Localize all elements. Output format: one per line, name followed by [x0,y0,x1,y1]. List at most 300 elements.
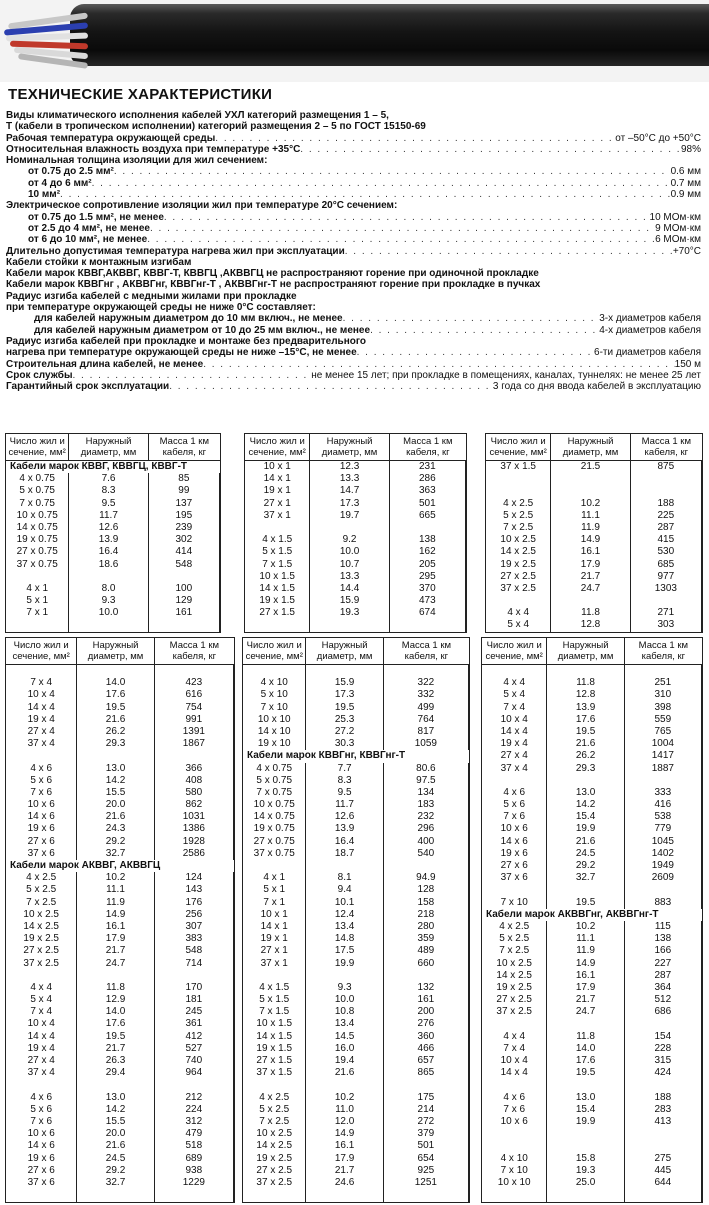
diameter-cell: 11.7 [99,509,118,521]
cores-cell: 14 x 10 [257,725,291,737]
cores-cell: 7 x 6 [503,1103,526,1115]
diameter-cell: 19.5 [105,701,126,713]
diameter-cell: 13.0 [105,762,126,774]
diameter-cell: 19.5 [575,1067,596,1079]
cores-cell: 7 x 10 [500,896,528,908]
diameter-cell: 24.5 [105,1152,126,1164]
header-col1: Число жил и сечение, мм² [486,434,551,460]
diameter-cell: 8.3 [337,774,352,786]
spec-line [6,178,701,189]
mass-cell [625,665,701,677]
mass-cell: 644 [654,1176,672,1188]
mass-cell [631,473,701,485]
cores-cell: 37 x 1.5 [500,461,536,472]
diameter-cell: 8.3 [101,485,116,497]
table-column [6,665,77,1202]
mass-cell: 183 [417,799,435,811]
mass-cell: 1867 [182,738,205,750]
cores-cell: 4 x 1 [263,872,286,884]
cores-cell: 27 x 2.5 [256,1164,293,1176]
spec-label: нагрева при температуре окружающей среды не ниже –15°С, не менее [6,347,357,359]
mass-cell: 332 [417,689,435,701]
cores-cell: 37 x 0.75 [16,558,58,570]
diameter-cell: 19.5 [575,725,596,737]
cores-cell: 27 x 1 [263,497,291,509]
cores-cell: 10 x 2.5 [500,534,536,546]
cores-cell: 4 x 6 [30,762,53,774]
cores-cell: 14 x 2.5 [500,546,536,558]
mass-cell: 1386 [182,823,205,835]
cores-cell: 27 x 1.5 [256,1055,293,1066]
mass-cell: 665 [419,509,436,521]
diameter-cell: 32.7 [575,872,596,884]
cores-cell [482,1079,546,1091]
cable-table-3 [485,433,703,633]
cores-cell [243,970,305,982]
diameter-cell: 26.2 [575,750,596,762]
mass-cell: 473 [419,595,436,607]
cores-cell: 7 x 4 [503,701,526,713]
spec-line [6,155,701,166]
mass-cell: 657 [417,1055,435,1066]
spec-label: Строительная длина кабелей, не менее [6,358,204,370]
cores-cell: 7 x 0.75 [256,786,293,798]
mass-cell: 764 [417,713,435,725]
cores-cell: 7 x 10 [260,701,288,713]
diameter-cell: 12.4 [334,908,355,920]
mass-cell: 501 [419,497,436,509]
spec-value: 10 МОм·км [649,211,701,223]
cores-cell: 4 x 10 [500,1152,528,1164]
header-col3: Масса 1 км кабеля, кг [638,640,689,662]
cores-cell: 7 x 1 [263,896,286,908]
spec-label: Номинальная толщина изоляции для жил сечением: [6,155,268,167]
table-column [625,665,702,1202]
diameter-cell: 9.5 [101,497,116,509]
diameter-cell: 10.8 [334,1006,355,1018]
spec-label: от 0.75 до 2.5 мм² [28,166,114,178]
diameter-cell: 11.8 [581,607,600,619]
diameter-cell [306,665,382,677]
mass-cell [149,571,219,583]
mass-cell: 280 [417,920,435,932]
header-col3: Масса 1 км кабеля, кг [159,436,209,458]
table-header [486,434,702,461]
spec-label: Т (кабели в тропическом исполнении) категорий размещения 2 – 5 по ГОСТ 15150-69 [6,121,426,133]
cores-cell: 7 x 2.5 [499,945,530,957]
mass-cell: 154 [654,1030,672,1042]
mass-cell: 883 [654,896,672,908]
diameter-cell: 11.9 [581,521,600,533]
diameter-cell: 21.7 [580,570,601,582]
mass-cell: 660 [417,957,435,969]
cores-cell: 7 x 1.5 [262,558,293,570]
header-col3: Масса 1 км кабеля, кг [401,640,452,662]
diameter-cell: 12.3 [339,461,360,472]
cores-cell: 27 x 6 [27,835,55,847]
cores-cell: 37 x 4 [27,1067,55,1079]
cores-cell: 27 x 0.75 [16,546,58,558]
mass-cell: 779 [654,823,672,835]
diameter-cell: 21.7 [105,1042,126,1054]
spec-value: 0.9 мм [670,189,701,201]
diameter-cell: 14.7 [339,485,360,497]
diameter-cell: 13.4 [334,920,355,932]
cores-cell: 5 x 1.5 [262,546,293,558]
cores-cell: 10 x 1.5 [256,1018,293,1030]
mass-cell: 360 [417,1030,435,1042]
cores-cell: 4 x 1.5 [262,534,293,546]
spec-value: 0.7 мм [670,177,701,189]
section-heading: Кабели марок КВВГнг, КВВГнг-Т [243,750,469,762]
table-column [77,665,154,1202]
diameter-cell: 14.2 [575,799,596,811]
cores-cell: 4 x 2.5 [26,872,57,884]
diameter-cell [547,884,623,896]
cores-cell: 14 x 2.5 [496,969,532,981]
diameter-cell: 16.0 [334,1042,355,1054]
diameter-cell: 11.1 [576,933,595,945]
cores-cell: 14 x 2.5 [256,1140,293,1152]
cores-cell: 19 x 2.5 [496,981,532,993]
leader-dots [343,313,600,324]
cores-cell: 10 x 2.5 [496,957,532,969]
spec-line [6,291,701,302]
diameter-cell: 11.8 [106,981,125,993]
spec-line [6,234,701,245]
spec-value: 3 года со дня ввода кабелей в эксплуатацию [492,381,701,393]
spec-line [6,370,701,381]
mass-cell: 938 [185,1164,203,1176]
diameter-cell: 15.5 [105,1115,126,1127]
cores-cell: 37 x 2.5 [496,1006,532,1018]
diameter-cell: 14.0 [105,1006,126,1018]
spec-label: Кабели марок КВВГ,АКВВГ, КВВГ-Т, КВВГЦ ,АКВВГЦ не распространяют горение при одиночной прокладке [6,268,539,280]
cores-cell: 14 x 1.5 [256,1030,293,1042]
diameter-cell: 11.8 [576,1030,595,1042]
cores-cell: 19 x 6 [500,847,528,859]
mass-cell: 225 [657,509,675,521]
mass-cell: 654 [417,1152,435,1164]
cores-cell: 27 x 0.75 [253,835,295,847]
table-column [149,461,220,632]
cores-cell: 14 x 0.75 [253,811,295,823]
mass-cell: 423 [185,677,203,689]
cores-cell [243,665,305,677]
diameter-cell: 24.7 [105,957,126,969]
spec-label: 10 мм² [28,189,61,201]
mass-cell: 276 [417,1018,435,1030]
mass-cell [631,485,701,497]
diameter-cell: 9.3 [101,595,116,607]
diameter-cell: 24.6 [334,1176,355,1188]
cores-cell: 19 x 6 [27,1152,55,1164]
cable-table-1 [5,433,221,633]
cores-cell: 19 x 4 [27,1042,55,1054]
diameter-cell: 15.8 [575,1152,596,1164]
mass-cell: 1402 [651,847,674,859]
table-header [6,638,234,665]
diameter-cell: 14.0 [105,677,126,689]
cores-cell: 7 x 2.5 [503,521,534,533]
mass-cell: 143 [185,884,203,896]
diameter-cell: 11.0 [335,1103,354,1115]
mass-cell: 398 [654,701,672,713]
spec-label: Кабели марок КВВГнг , АКВВГнг, КВВГнг-Т , АКВВГнг-Т не распространяют горение при прокладке в пучках [6,279,541,291]
mass-cell: 424 [654,1067,672,1079]
diameter-cell [547,665,623,677]
mass-cell [625,1079,701,1091]
mass-cell [384,860,468,872]
cores-cell: 37 x 1.5 [256,1067,293,1079]
cores-cell: 7 x 4 [30,1006,53,1018]
diameter-cell [306,860,382,872]
diameter-cell: 25.3 [334,713,355,725]
diameter-cell: 14.4 [339,582,360,594]
cores-cell: 37 x 6 [500,872,528,884]
diameter-cell: 10.0 [334,994,355,1006]
cores-cell: 7 x 10 [500,1164,528,1176]
mass-cell: 129 [175,595,193,607]
cores-cell [6,1079,76,1091]
mass-cell: 1251 [414,1176,437,1188]
leader-dots [73,370,312,381]
cores-cell: 4 x 6 [503,786,526,798]
mass-cell: 166 [654,945,672,957]
spec-line [6,144,701,155]
mass-cell [625,884,701,896]
mass-cell: 85 [178,473,190,485]
diameter-cell: 32.7 [105,847,126,859]
table-header [482,638,702,665]
cores-cell: 5 x 4 [30,994,53,1006]
mass-cell: 232 [417,811,435,823]
cores-cell: 5 x 0.75 [19,485,55,497]
diameter-cell: 17.9 [105,933,126,945]
table-column [245,461,310,632]
diameter-cell: 21.6 [575,738,596,750]
diameter-cell [551,595,629,607]
mass-cell: 548 [175,558,193,570]
spec-line [6,268,701,279]
mass-cell: 765 [654,725,672,737]
diameter-cell [547,1128,623,1140]
diameter-cell: 7.6 [101,473,116,485]
mass-cell [384,665,468,677]
spec-line [6,110,701,121]
diameter-cell: 10.2 [105,872,126,884]
mass-cell: 224 [185,1103,203,1115]
mass-cell: 283 [654,1103,672,1115]
leader-dots [92,178,671,189]
mass-cell: 195 [175,509,193,521]
mass-cell: 227 [654,957,672,969]
mass-cell: 366 [185,762,203,774]
cores-cell: 14 x 4 [27,1030,55,1042]
mass-cell: 530 [657,546,675,558]
spec-label: для кабелей наружным диаметром до 10 мм включ., не менее [34,313,343,325]
mass-cell: 817 [417,725,435,737]
diameter-cell: 12.0 [334,1115,355,1127]
cores-cell: 4 x 6 [503,1091,526,1103]
mass-cell: 548 [185,945,203,957]
cores-cell: 27 x 4 [500,750,528,762]
diameter-cell: 21.6 [105,1140,126,1152]
diameter-cell: 8.0 [101,582,116,594]
mass-cell: 1004 [651,738,674,750]
diameter-cell: 26.3 [105,1055,126,1066]
mass-cell: 245 [185,1006,203,1018]
cores-cell: 10 x 1.5 [259,570,295,582]
diameter-cell: 11.8 [576,677,595,689]
cores-cell: 19 x 0.75 [253,823,295,835]
cores-cell: 10 x 10 [257,713,291,725]
spec-label: Кабели стойки к монтажным изгибам [6,256,192,268]
diameter-cell: 29.2 [105,835,126,847]
spec-line [6,133,701,144]
cores-cell: 5 x 6 [30,774,53,786]
cores-cell: 10 x 4 [27,1018,55,1030]
diameter-cell: 14.8 [334,933,355,945]
cores-cell: 7 x 6 [30,1115,53,1127]
mass-cell: 303 [657,619,675,631]
diameter-cell: 32.7 [105,1176,126,1188]
diameter-cell: 10.1 [334,896,355,908]
header-col1: Число жил и сечение, мм² [243,638,306,664]
mass-cell: 754 [185,701,203,713]
cores-cell: 4 x 4 [503,1030,526,1042]
spec-label: для кабелей наружным диаметром от 10 до 25 мм включ., не менее [34,324,371,336]
cores-cell: 7 x 1 [26,607,49,619]
header-col1: Число жил и сечение, мм² [6,638,77,664]
table-column [155,665,234,1202]
mass-cell [625,775,701,787]
mass-cell: 2609 [651,872,674,884]
cores-cell [486,595,550,607]
table-column [551,461,630,632]
cores-cell [486,473,550,485]
diameter-cell: 20.0 [105,799,126,811]
table-body [6,461,220,632]
diameter-cell: 17.9 [334,1152,355,1164]
cores-cell: 4 x 10 [260,677,288,689]
cores-cell [482,1128,546,1140]
cores-cell: 7 x 6 [503,811,526,823]
spec-line [6,223,701,234]
spec-line [6,336,701,347]
spec-label: от 4 до 6 мм² [28,177,92,189]
page-title: ТЕХНИЧЕСКИЕ ХАРАКТЕРИСТИКИ [8,86,273,103]
diameter-cell: 18.7 [334,847,355,859]
mass-cell: 1949 [651,860,674,871]
cores-cell: 10 x 0.75 [16,509,58,521]
mass-cell: 307 [185,920,203,932]
mass-cell: 138 [419,534,436,546]
mass-cell: 251 [654,677,672,689]
spec-line [6,347,701,358]
mass-cell: 925 [417,1164,435,1176]
diameter-cell: 24.7 [580,582,601,594]
diameter-cell: 12.8 [575,689,596,701]
spec-value: 4-х диаметров кабеля [599,324,701,336]
spec-label: Виды климатического исполнения кабелей УХЛ категорий размещения 1 – 5, [6,110,389,121]
cores-cell: 37 x 1 [260,957,288,969]
cores-cell: 4 x 1 [26,582,49,594]
cores-cell: 4 x 4 [503,677,526,689]
header-col2: Наружный диаметр, мм [547,638,624,664]
mass-cell: 2586 [182,847,205,859]
diameter-cell: 19.4 [334,1055,355,1066]
diameter-cell: 11.9 [106,896,125,908]
table-column [310,461,389,632]
mass-cell: 205 [419,558,436,570]
mass-cell: 1928 [182,835,205,847]
mass-cell: 188 [657,497,675,509]
spec-value: 9 МОм·км [655,222,701,234]
cores-cell: 37 x 6 [27,847,55,859]
spec-line [6,257,701,268]
diameter-cell: 9.2 [342,534,357,546]
spec-line [6,166,701,177]
mass-cell: 200 [417,1006,435,1018]
mass-cell [625,1018,701,1030]
mass-cell: 138 [654,933,672,945]
cable-sheath [70,4,709,66]
diameter-cell: 11.7 [335,799,354,811]
diameter-cell: 10.0 [98,607,119,619]
cores-cell: 14 x 1.5 [259,582,295,594]
cores-cell: 14 x 1 [260,920,288,932]
cores-cell: 5 x 6 [503,799,526,811]
spec-label: от 0.75 до 1.5 мм², не менее [28,211,164,223]
mass-cell: 181 [185,994,203,1006]
diameter-cell: 17.3 [334,689,355,701]
mass-cell: 862 [185,799,203,811]
mass-cell [631,595,701,607]
diameter-cell: 14.9 [334,1128,355,1140]
mass-cell: 414 [175,546,193,558]
cores-cell: 4 x 4 [507,607,530,619]
spec-label: от 2.5 до 4 мм², не менее [28,222,150,234]
table-column [547,665,624,1202]
mass-cell: 295 [419,570,436,582]
cores-cell: 27 x 1 [260,945,288,957]
cores-cell: 27 x 2.5 [23,945,59,957]
mass-cell: 310 [654,689,672,701]
diameter-cell: 25.0 [575,1176,596,1188]
spec-value: 0.6 мм [670,166,701,178]
mass-cell: 175 [417,1091,435,1103]
cores-cell: 10 x 6 [500,1115,528,1127]
spec-value: 6 МОм·км [655,234,701,246]
diameter-cell: 19.5 [575,896,596,908]
table-column [6,461,69,632]
diameter-cell: 30.3 [334,738,355,750]
diameter-cell: 19.5 [105,1030,126,1042]
cores-cell: 14 x 6 [500,835,528,847]
mass-cell: 134 [417,786,435,798]
mass-cell: 559 [654,713,672,725]
cores-cell: 10 x 6 [500,823,528,835]
header-col1: Число жил и сечение, мм² [6,434,69,460]
cores-cell: 10 x 6 [27,1128,55,1140]
cores-cell: 10 x 0.75 [253,799,295,811]
diameter-cell: 29.3 [105,738,126,750]
diameter-cell: 17.6 [575,713,596,725]
diameter-cell [77,665,153,677]
mass-cell: 287 [657,521,675,533]
cores-cell: 5 x 4 [507,619,530,631]
